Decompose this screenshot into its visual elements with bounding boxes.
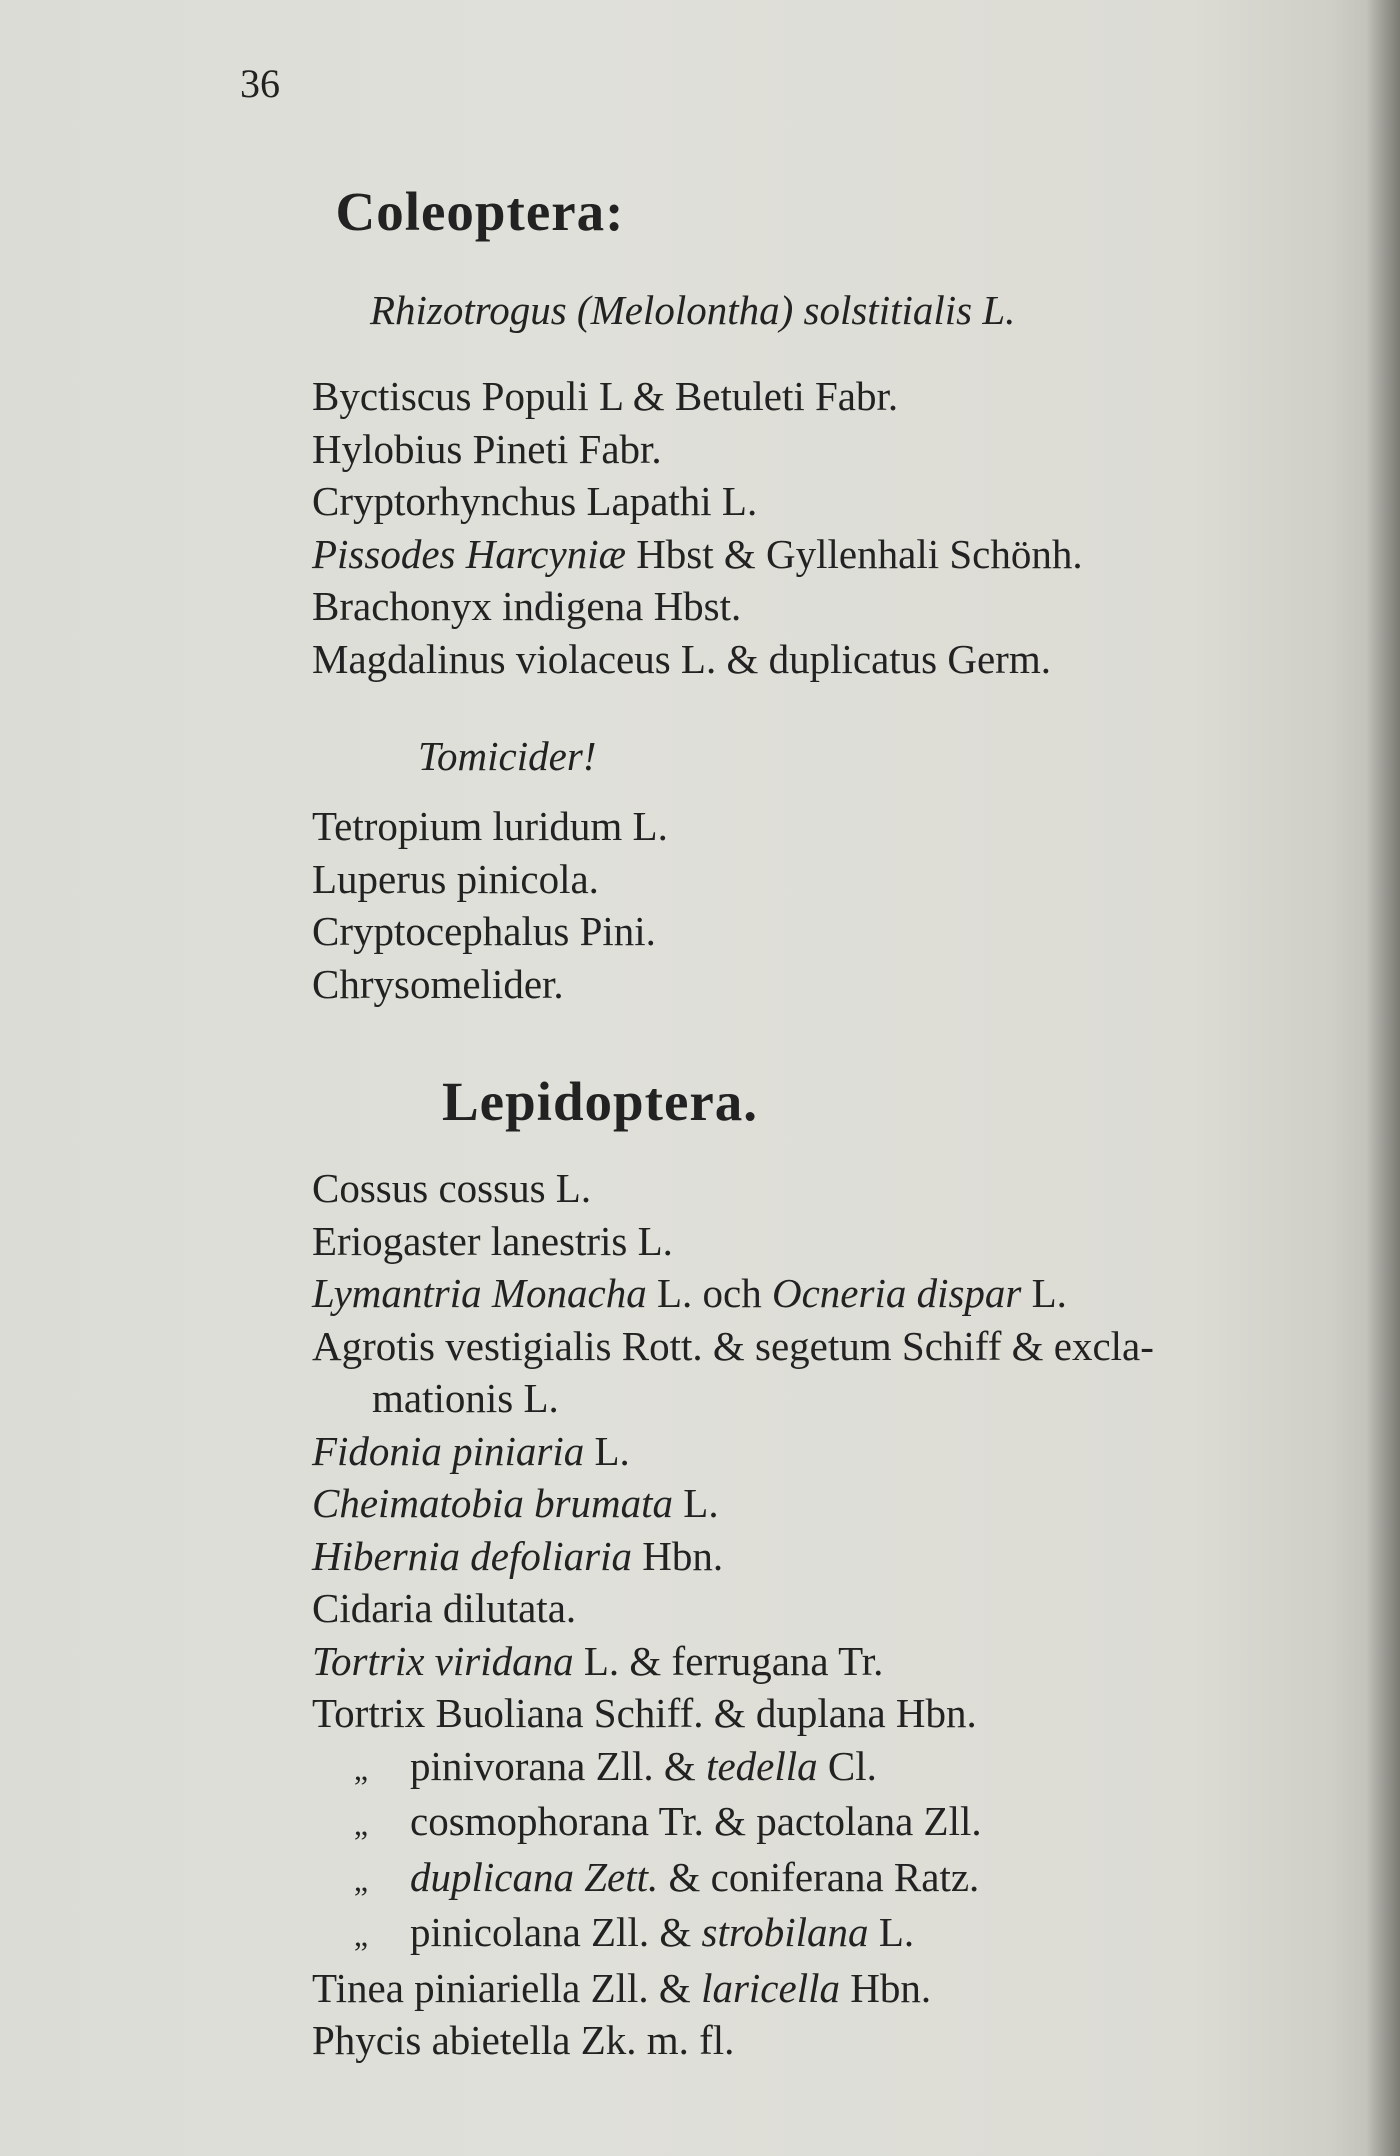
list-item [312,905,668,958]
list-item [312,2014,1154,2067]
list-item [312,1582,1154,1635]
list-item-text: Hibernia defoliaria [312,1532,633,1579]
list-item-text: L. [584,1427,630,1474]
list-item-text: Cryptorhynchus Lapathi L. [312,478,758,524]
list-item-text: Hbn. [839,1964,932,2011]
list-item [312,370,1083,423]
ditto-mark: „ [353,1750,369,1787]
list-item [312,1795,1154,1851]
list-item-text: mationis L. [372,1375,559,1421]
list-item-text: tedella [706,1742,818,1789]
list-item-text: Agrotis vestigialis Rott. & segetum Schiff & excla- [312,1322,1154,1369]
list-item-text: duplicana Zett. [410,1853,659,1900]
list-item [312,1740,1154,1796]
list-item [312,1906,1154,1962]
list-item-text: pinivorana Zll. & [410,1742,707,1789]
list-item [312,1687,1154,1740]
list-item-text: Cidaria dilutata. [312,1585,577,1631]
list-item-text: laricella [701,1964,840,2011]
list-item [312,1851,1154,1907]
list-item-text: Chrysomelider. [312,960,564,1007]
list-item-text: L. och [646,1270,772,1316]
list-item [312,1477,1154,1530]
list-item-text: Eriogaster lanestris L. [312,1217,673,1264]
list-item-text: L. [868,1909,915,1955]
list-item [312,853,668,906]
list-item [312,528,1083,581]
list-item-text: Cossus cossus L. [312,1165,592,1211]
list-item-text: Pissodes Harcyniæ [312,530,626,577]
list-item-text: & coniferana Ratz. [658,1853,980,1900]
list-item [312,1267,1154,1320]
coleoptera-subtitle: Rhizotrogus (Melolontha) solstitialis L. [370,287,1016,333]
list-item-text: Ocneria dispar [771,1270,1022,1316]
list-item-text: Lymantria Monacha [312,1270,647,1316]
list-item [312,1215,1154,1268]
list-item-text: Hylobius Pineti Fabr. [312,425,662,472]
list-item [312,958,668,1011]
list-item [312,633,1083,686]
list-item [312,1962,1154,2015]
coleoptera-heading: Coleoptera: [335,181,625,242]
tomicider-label: Tomicider! [418,733,597,779]
ditto-mark: „ [353,1806,369,1842]
list-item-text: Cheimatobia brumata [312,1480,674,1526]
list-item [312,580,1083,633]
lepidoptera-list [312,1162,1154,2067]
ditto-mark: „ [353,1917,369,1953]
list-item-text: Cl. [817,1742,877,1789]
list-item [312,1425,1154,1478]
list-item-text: L. [673,1480,719,1526]
coleoptera-list-2 [312,800,668,1010]
list-item-text: Hbn. [632,1532,724,1579]
ditto-mark: „ [353,1861,369,1898]
list-item-text: Tortrix viridana [312,1637,574,1684]
list-item [312,1530,1154,1583]
coleoptera-list [312,370,1083,685]
list-item-text: pinicolana Zll. & [410,1909,702,1955]
list-item [312,1320,1154,1373]
list-item [312,475,1083,528]
list-item-text: Tortrix Buoliana Schiff. & duplana Hbn. [312,1690,977,1736]
list-item-text: Tinea piniariella Zll. & [312,1964,702,2011]
list-item-text: Cryptocephalus Pini. [312,908,656,954]
list-item-text: L. [1021,1270,1067,1316]
list-item-text: Magdalinus violaceus L. & duplicatus Germ. [312,635,1051,682]
list-item-text: Phycis abietella Zk. m. fl. [312,2017,735,2063]
page-edge-shadow [1366,0,1400,2156]
lepidoptera-heading: Lepidoptera. [441,1071,759,1132]
list-item-text: strobilana [701,1909,869,1955]
list-item-text: Brachonyx indigena Hbst. [312,583,742,629]
list-item [312,1372,1154,1425]
list-item-text: Luperus pinicola. [312,855,599,902]
list-item [312,1635,1154,1688]
list-item [312,1162,1154,1215]
list-item-text: Fidonia piniaria [312,1427,585,1474]
list-item [312,800,668,853]
list-item-text: L. & ferrugana Tr. [573,1637,884,1684]
list-item-text: Hbst & Gyllenhali Schönh. [625,530,1083,577]
page-number: 36 [240,61,280,106]
list-item-text: Byctiscus Populi L & Betuleti Fabr. [312,373,899,419]
list-item [312,423,1083,476]
list-item-text: Tetropium luridum L. [312,803,668,849]
list-item-text: cosmophorana Tr. & pactolana Zll. [410,1798,982,1844]
